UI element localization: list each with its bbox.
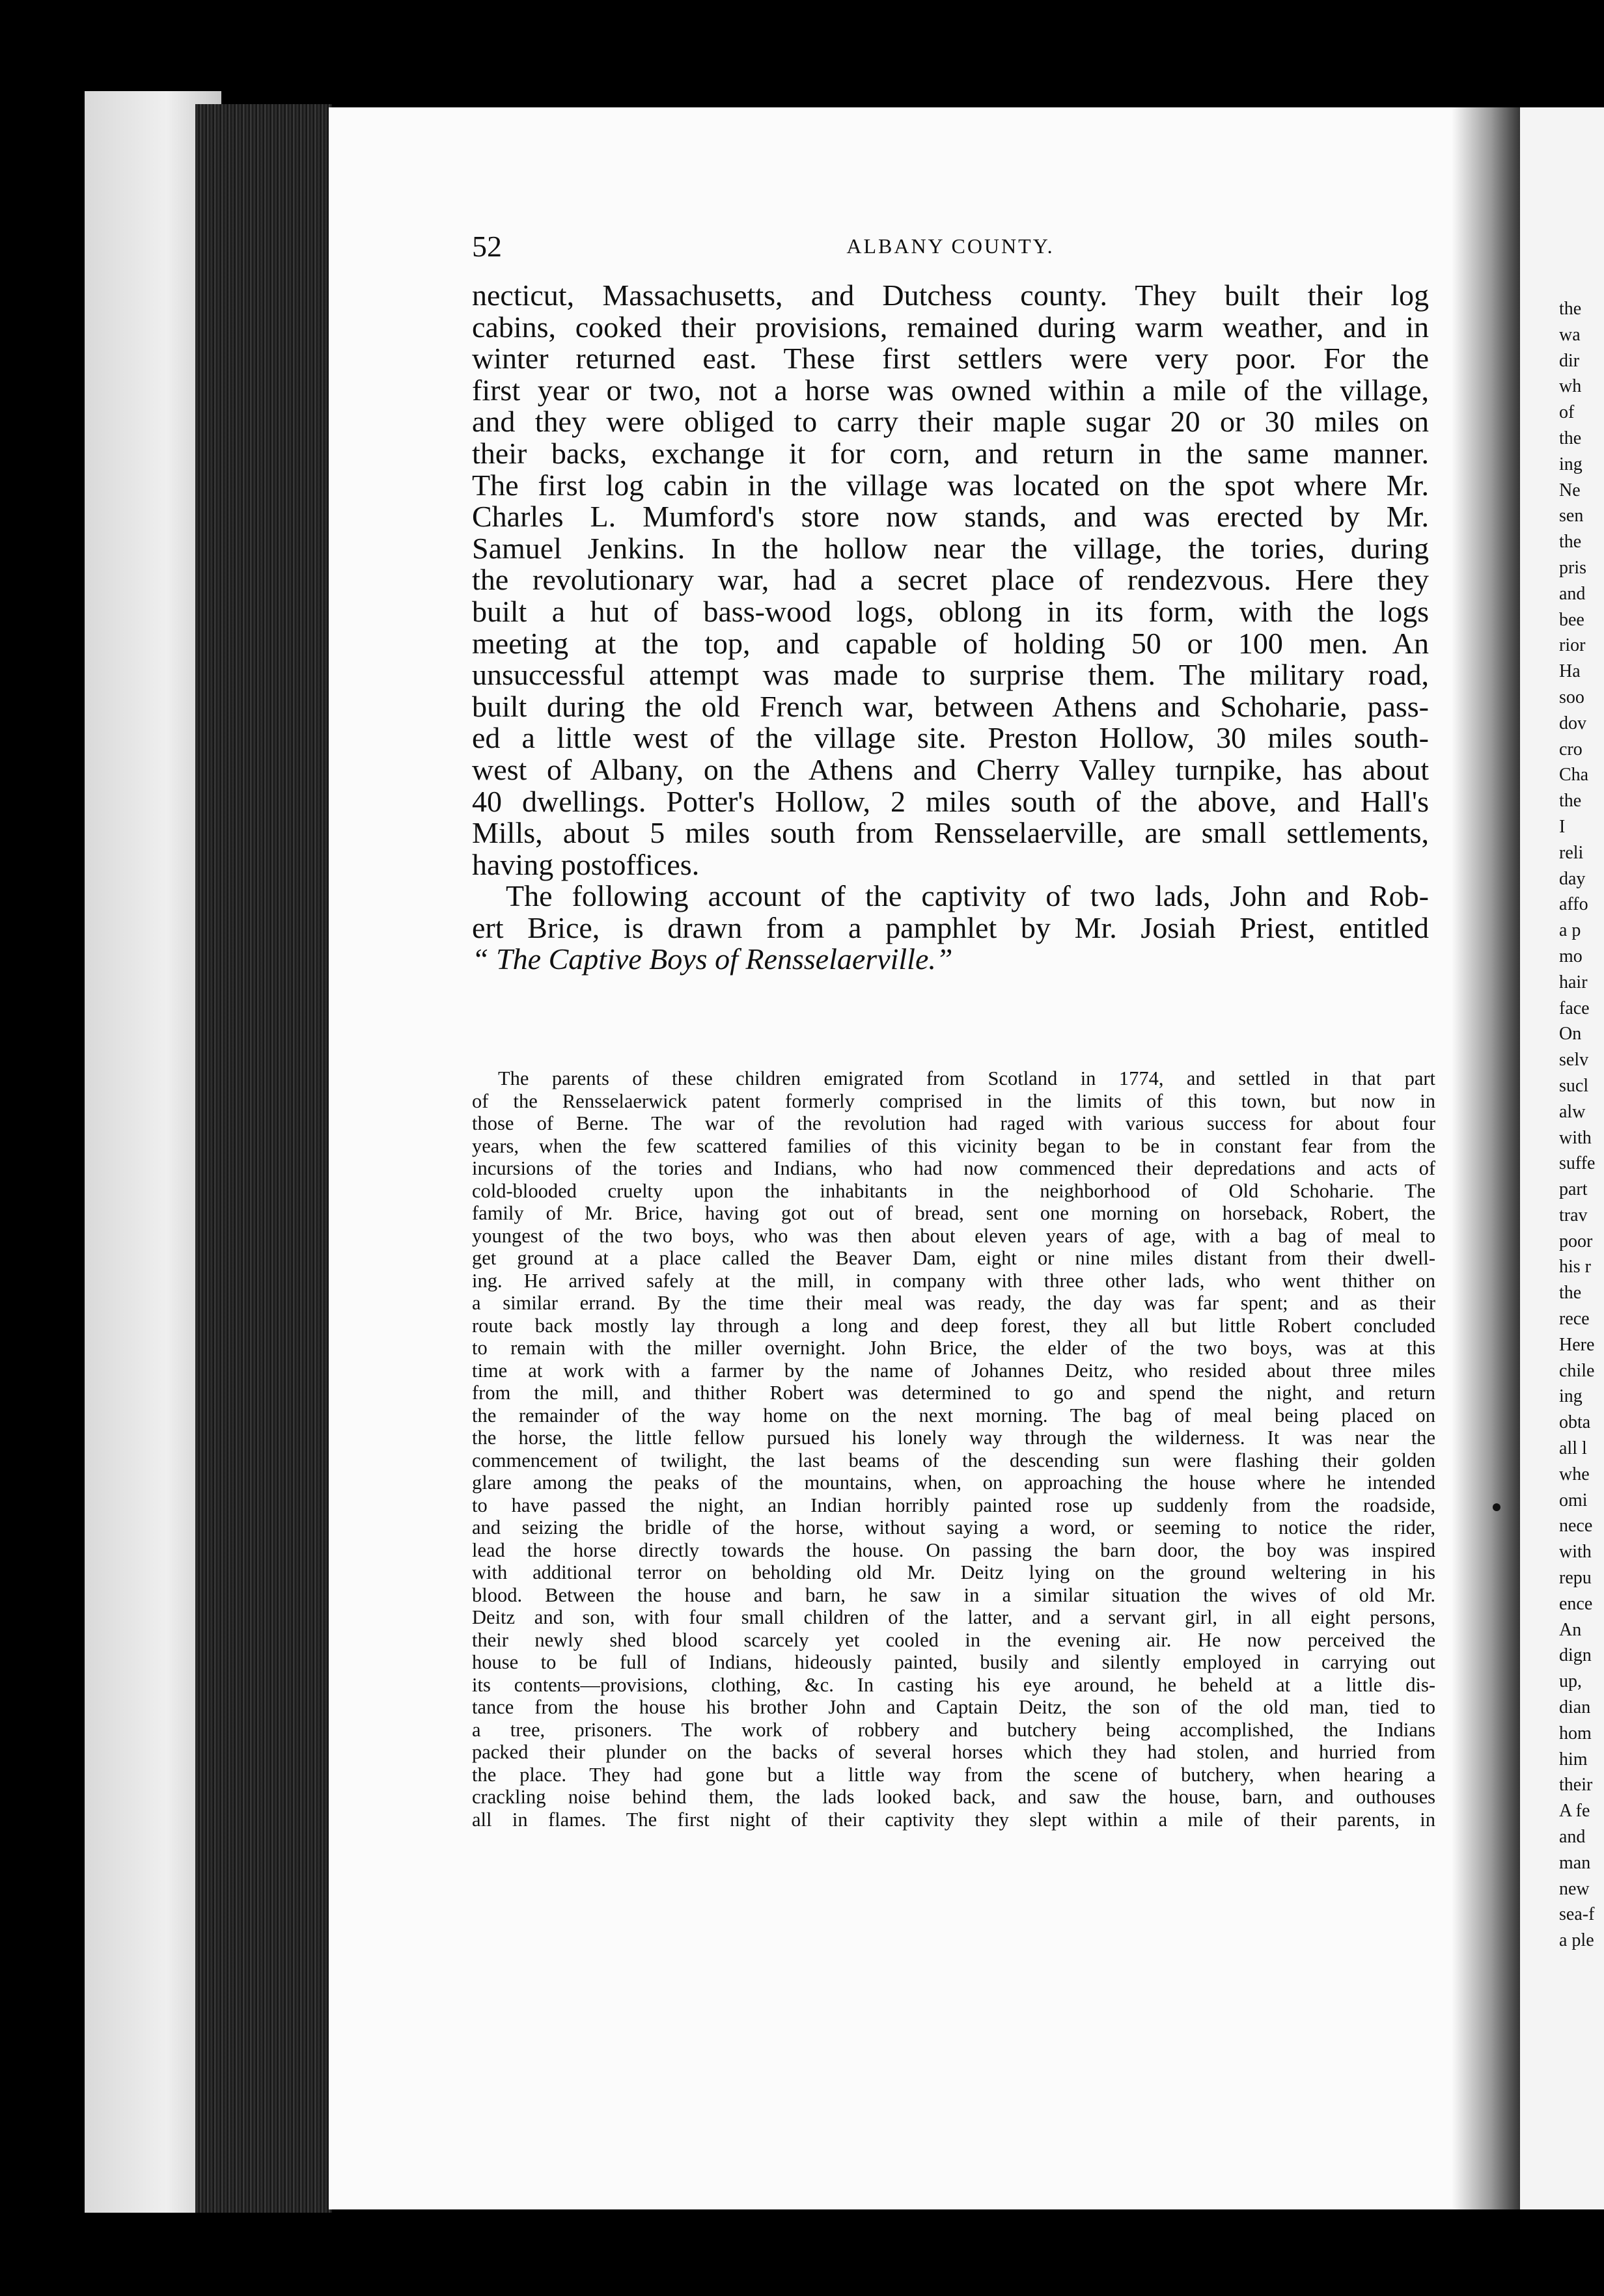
extract-text-line: its contents—provisions, clothing, &c. In casting his eye around, he beheld at a little dis- bbox=[472, 1673, 1435, 1696]
intro-paragraph bbox=[472, 881, 1429, 976]
running-head: ALBANY COUNTY. bbox=[846, 234, 1055, 258]
extract-text-line: incursions of the tories and Indians, who had now commenced their depredations and acts of bbox=[472, 1157, 1435, 1179]
extract-text-line: ing. He arrived safely at the mill, in company with three other lads, who went thither on bbox=[472, 1269, 1435, 1292]
facing-page-fragment: of bbox=[1559, 402, 1575, 423]
facing-page-fragment: his r bbox=[1559, 1257, 1591, 1278]
body-text-line: built a hut of bass-wood logs, oblong in its form, with the logs bbox=[472, 594, 1429, 628]
facing-page-fragment: with bbox=[1559, 1542, 1592, 1563]
extract-text-line: blood. Between the house and barn, he saw in a similar situation the wives of old Mr. bbox=[472, 1583, 1435, 1606]
facing-page-fragment: omi bbox=[1559, 1490, 1588, 1510]
facing-page-fragment: ing bbox=[1559, 454, 1583, 474]
facing-page-fragment: the bbox=[1559, 428, 1582, 448]
extract-text-line: from the mill, and thither Robert was determined to go and spend the night, and return bbox=[472, 1382, 1435, 1404]
extract-text-line: crackling noise behind them, the lads looked back, and saw the house, barn, and outhouses bbox=[472, 1786, 1435, 1808]
facing-page-fragment: A fe bbox=[1559, 1801, 1590, 1822]
facing-page-fragment: soo bbox=[1559, 687, 1584, 707]
body-text-line: Charles L. Mumford's store now stands, and was erected by Mr. bbox=[472, 500, 1429, 534]
facing-page-fragment: rece bbox=[1559, 1309, 1590, 1330]
facing-page-fragment: wa bbox=[1559, 324, 1581, 345]
extract-text-line: lead the horse directly towards the house. On passing the barn door, the boy was inspired bbox=[472, 1538, 1435, 1561]
facing-page-fragment: a p bbox=[1559, 920, 1581, 941]
body-text-line: Mills, about 5 miles south from Rensselaerville, are small settlements, bbox=[472, 816, 1429, 850]
body-text-line: the revolutionary war, had a secret place of rendezvous. Here they bbox=[472, 563, 1429, 597]
facing-page-fragment: man bbox=[1559, 1852, 1591, 1873]
facing-page-fragment: sucl bbox=[1559, 1075, 1589, 1096]
extract-text-line: The parents of these children emigrated from Scotland in 1774, and settled in that part bbox=[498, 1067, 1435, 1089]
facing-page-fragment: dian bbox=[1559, 1697, 1591, 1718]
facing-page-fragment: bee bbox=[1559, 609, 1584, 630]
extract-text-line: packed their plunder on the backs of several horses which they had stolen, and hurried from bbox=[472, 1741, 1435, 1763]
body-text-line: cabins, cooked their provisions, remained during warm weather, and in bbox=[472, 310, 1429, 344]
facing-page-fragment: An bbox=[1559, 1619, 1582, 1640]
margin-dot bbox=[1493, 1503, 1500, 1511]
extract-text-line: and seizing the bridle of the horse, without saying a word, or seeming to notice the rider, bbox=[472, 1516, 1435, 1538]
body-text-line: having postoffices. bbox=[472, 847, 700, 881]
facing-page-fragment: repu bbox=[1559, 1568, 1592, 1589]
facing-page-fragment: nece bbox=[1559, 1516, 1593, 1537]
body-text-line: ed a little west of the village site. Preston Hollow, 30 miles south- bbox=[472, 721, 1429, 755]
body-text-line: and they were obliged to carry their maple sugar 20 or 30 miles on bbox=[472, 405, 1429, 439]
intro-text-line: “ The Captive Boys of Rensselaerville.” bbox=[472, 942, 953, 976]
extract-text-line: the horse, the little fellow pursued his lonely way through the wilderness. It was near the bbox=[472, 1427, 1435, 1449]
body-text-line: Samuel Jenkins. In the hollow near the village, the tories, during bbox=[472, 531, 1429, 565]
facing-page-fragment: obta bbox=[1559, 1412, 1591, 1433]
extract-text-line: house to be full of Indians, hideously painted, busily and silently employed in carrying out bbox=[472, 1651, 1435, 1673]
facing-page-fragment: hom bbox=[1559, 1723, 1592, 1743]
extract-small-print bbox=[472, 1067, 1435, 1831]
facing-page-fragment: alw bbox=[1559, 1101, 1586, 1122]
extract-text-line: route back mostly lay through a long and deep forest, they all but little Robert concluded bbox=[472, 1314, 1435, 1337]
facing-page-fragment: poor bbox=[1559, 1231, 1593, 1251]
body-paragraph bbox=[472, 280, 1429, 881]
facing-page-fragment: Ne bbox=[1559, 480, 1581, 500]
facing-page-fragment: dign bbox=[1559, 1645, 1592, 1666]
extract-text-line: with additional terror on beholding old Mr. Deitz lying on the ground weltering in his bbox=[472, 1561, 1435, 1583]
facing-page-fragment: the bbox=[1559, 791, 1582, 812]
page-number: 52 bbox=[472, 230, 502, 263]
gutter-shadow bbox=[1452, 107, 1523, 2209]
facing-page-fragment: part bbox=[1559, 1179, 1588, 1200]
extract-text-line: family of Mr. Brice, having got out of bread, sent one morning on horseback, Robert, the bbox=[472, 1202, 1435, 1224]
body-text-line: winter returned east. These first settlers were very poor. For the bbox=[472, 342, 1429, 376]
extract-text-line: to remain with the miller overnight. John Brice, the elder of the two boys, was at this bbox=[472, 1337, 1435, 1359]
facing-page-fragment: trav bbox=[1559, 1205, 1588, 1225]
extract-text-line: get ground at a place called the Beaver Dam, eight or nine miles distant from their dwell- bbox=[472, 1247, 1435, 1269]
facing-page-fragment: wh bbox=[1559, 376, 1582, 397]
extract-text-line: tance from the house his brother John and Captain Deitz, the son of the old man, tied to bbox=[472, 1696, 1435, 1718]
facing-page-fragment: all l bbox=[1559, 1438, 1587, 1459]
facing-page-fragments bbox=[1520, 107, 1604, 1954]
facing-page-fragment: new bbox=[1559, 1878, 1590, 1899]
facing-page-fragment: cro bbox=[1559, 739, 1583, 759]
extract-text-line: a tree, prisoners. The work of robbery and butchery being accomplished, the Indians bbox=[472, 1718, 1435, 1741]
main-body-text bbox=[472, 280, 1429, 976]
facing-page-fragment: up, bbox=[1559, 1671, 1582, 1692]
body-text-line: unsuccessful attempt was made to surprise them. The military road, bbox=[472, 658, 1429, 692]
facing-page-fragment: ence bbox=[1559, 1593, 1593, 1614]
facing-page-fragment: affo bbox=[1559, 894, 1588, 915]
facing-page-fragment: sen bbox=[1559, 506, 1584, 526]
facing-page-fragment: the bbox=[1559, 1283, 1582, 1304]
facing-page-fragment: whe bbox=[1559, 1464, 1590, 1484]
facing-page-fragment: reli bbox=[1559, 842, 1584, 863]
body-text-line: meeting at the top, and capable of holding 50 or 100 men. An bbox=[472, 626, 1429, 660]
page-header bbox=[472, 229, 1429, 268]
facing-page-fragment: Here bbox=[1559, 1334, 1595, 1355]
extract-text-line: of the Rensselaerwick patent formerly comprised in the limits of this town, but now in bbox=[472, 1089, 1435, 1112]
page-edges-stack bbox=[195, 104, 332, 2213]
facing-page-fragment: their bbox=[1559, 1775, 1593, 1796]
facing-page-fragment: dov bbox=[1559, 713, 1586, 733]
facing-page-fragment: ing bbox=[1559, 1386, 1583, 1407]
facing-page-fragment: sea-f bbox=[1559, 1904, 1595, 1925]
facing-page-fragment: face bbox=[1559, 998, 1590, 1018]
body-text-line: their backs, exchange it for corn, and return in the same manner. bbox=[472, 436, 1429, 470]
facing-page-fragment: mo bbox=[1559, 946, 1583, 966]
facing-page bbox=[1520, 107, 1604, 2209]
facing-page-fragment: hair bbox=[1559, 972, 1588, 992]
intro-text-line: The following account of the captivity of two lads, John and Rob- bbox=[506, 879, 1429, 913]
extract-text-line: commencement of twilight, the last beams of the descending sun were flashing their golden bbox=[472, 1449, 1435, 1471]
facing-page-fragment: the bbox=[1559, 532, 1582, 553]
body-text-line: west of Albany, on the Athens and Cherry Valley turnpike, has about bbox=[472, 752, 1429, 786]
facing-page-fragment: day bbox=[1559, 868, 1586, 889]
body-text-line: first year or two, not a horse was owned within a mile of the village, bbox=[472, 373, 1429, 407]
extract-text-line: to have passed the night, an Indian horribly painted rose up suddenly from the roadside, bbox=[472, 1494, 1435, 1516]
body-text-line: necticut, Massachusetts, and Dutchess county. They built their log bbox=[472, 279, 1429, 312]
facing-page-fragment: the bbox=[1559, 299, 1582, 319]
facing-page-fragment: Cha bbox=[1559, 765, 1589, 786]
extract-text-line: Deitz and son, with four small children of the latter, and a servant girl, in all eight persons, bbox=[472, 1606, 1435, 1628]
facing-page-fragment: pris bbox=[1559, 557, 1586, 578]
extract-text-line: the place. They had gone but a little way from the scene of butchery, when hearing a bbox=[472, 1763, 1435, 1786]
facing-page-fragment: a ple bbox=[1559, 1930, 1594, 1951]
extract-text-line: time at work with a farmer by the name of Johannes Deitz, who resided about three miles bbox=[472, 1359, 1435, 1382]
extract-text-line: all in flames. The first night of their captivity they slept within a mile of their parents, in bbox=[472, 1808, 1435, 1831]
extract-text-line: cold-blooded cruelty upon the inhabitants in the neighborhood of Old Schoharie. The bbox=[472, 1179, 1435, 1202]
facing-page-fragment: and bbox=[1559, 583, 1586, 604]
facing-page-fragment: Ha bbox=[1559, 661, 1581, 682]
extract-text-line: a similar errand. By the time their meal was ready, the day was far spent; and as their bbox=[472, 1292, 1435, 1314]
extract-text-line: the remainder of the way home on the next morning. The bag of meal being placed on bbox=[472, 1404, 1435, 1427]
extract-text-line: youngest of the two boys, who was then about eleven years of age, with a bag of meal to bbox=[472, 1224, 1435, 1247]
extract-text-line: glare among the peaks of the mountains, when, on approaching the house where he intended bbox=[472, 1471, 1435, 1494]
extract-text-line: those of Berne. The war of the revolution had raged with various success for about four bbox=[472, 1112, 1435, 1134]
facing-page-fragment: On bbox=[1559, 1024, 1582, 1045]
body-text-line: 40 dwellings. Potter's Hollow, 2 miles south of the above, and Hall's bbox=[472, 784, 1429, 818]
facing-page-fragment: dir bbox=[1559, 350, 1580, 371]
intro-text-line: ert Brice, is drawn from a pamphlet by Mr. Josiah Priest, entitled bbox=[472, 910, 1429, 944]
facing-page-fragment: I bbox=[1559, 816, 1566, 837]
facing-page-fragment: suffe bbox=[1559, 1153, 1596, 1174]
body-text-line: The first log cabin in the village was located on the spot where Mr. bbox=[472, 468, 1429, 502]
extract-text-line: years, when the few scattered families of this vicinity began to be in constant fear from the bbox=[472, 1134, 1435, 1157]
facing-page-fragment: and bbox=[1559, 1827, 1586, 1848]
body-text-line: built during the old French war, between Athens and Schoharie, pass- bbox=[472, 689, 1429, 723]
facing-page-fragment: him bbox=[1559, 1749, 1588, 1770]
facing-page-fragment: with bbox=[1559, 1127, 1592, 1148]
extract-text-line: their newly shed blood scarcely yet cooled in the evening air. He now perceived the bbox=[472, 1628, 1435, 1651]
facing-page-fragment: rior bbox=[1559, 635, 1586, 656]
facing-page-fragment: selv bbox=[1559, 1050, 1589, 1071]
facing-page-fragment: chile bbox=[1559, 1360, 1595, 1381]
